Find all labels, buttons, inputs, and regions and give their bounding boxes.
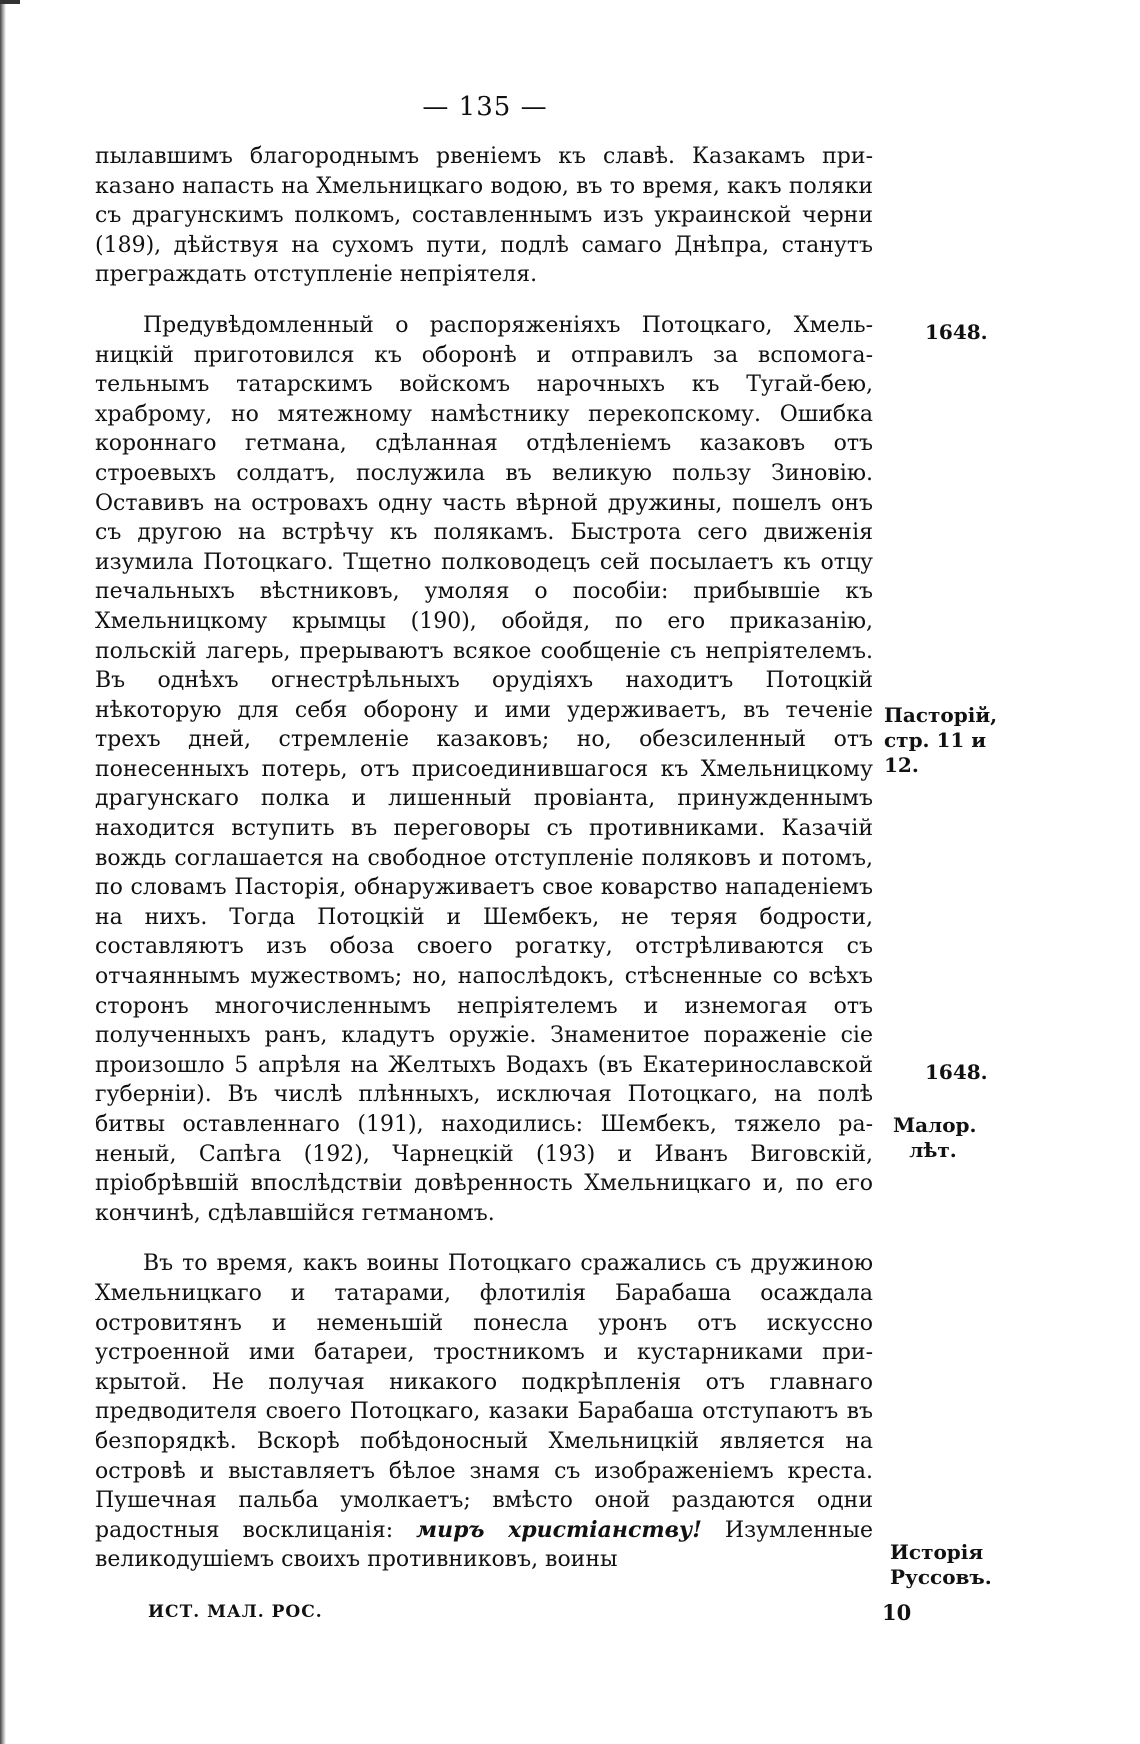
paragraph-3-tail: Изумленные великодушiемъ своихъ противниковъ, воины bbox=[95, 1517, 873, 1573]
margin-note-malor-let: Малор. лѣт. bbox=[893, 1113, 977, 1162]
scan-corner bbox=[0, 0, 20, 4]
margin-note-pastorius: Пасторiй, стр. 11 и 12. bbox=[884, 703, 998, 777]
main-text bbox=[95, 142, 873, 1575]
paragraph-3-emphasis: миръ христiанству! bbox=[416, 1516, 702, 1543]
paragraph-1-text: пылавшимъ благороднымъ рвенiемъ къ славѣ. Казакамъ приказано напасть на Хмельницкаго водою, въ то время, какъ поляки съ драгунскимъ полкомъ, составленнымъ изъ украинской черни (189), дѣйствуя на сухомъ пути, подлѣ самаго Днѣпра, станутъ преграждать отступленiе непрiятеля. bbox=[95, 144, 873, 288]
scan-edge bbox=[0, 0, 6, 1744]
margin-note-istoria-russov: Исторiя Руссовъ. bbox=[890, 1540, 992, 1589]
margin-note-year-1648-second: 1648. bbox=[925, 1060, 988, 1084]
footer-sheet-number: 10 bbox=[882, 1600, 912, 1625]
footer-signature: ИСТ. МАЛ. РОС. bbox=[148, 1602, 323, 1622]
paragraph-2-text: Предувѣдомленный о распоряженiяхъ Потоцкаго, Хмельницкiй приготовился къ оборонѣ и отправилъ за вспомогательнымъ татарскимъ войскомъ нарочныхъ къ Тугай-бею, храброму, но мятежному намѣстнику перекопскому. Ошибка короннаго гетмана, сдѣланная отдѣленiемъ казаковъ отъ строевыхъ солдатъ, послужила въ великую пользу Зиновiю. Оставивъ на островахъ одну часть вѣрной дружины, пошелъ онъ съ другою на встрѣчу къ полякамъ. Быстрота сего движенiя изумила Потоцкаго. Тщетно полководецъ сей посылаетъ къ отцу печальныхъ вѣстниковъ, умоляя о пособiи: прибывшiе къ Хмельницкому крымцы (190), обойдя, по его приказанiю, польскiй лагерь, прерываютъ всякое сообщенiе съ непрiятелемъ. Въ однѣхъ огнестрѣльныхъ орудiяхъ находитъ Потоцкiй нѣкоторую для себя оборону и ими удерживаетъ, въ теченiе трехъ дней, стремленiе казаковъ; но, обезсиленный отъ понесенныхъ потерь, отъ присоединившагося къ Хмельницкому драгунскаго полка и лишенный провiанта, принужденнымъ находится вступить въ переговоры съ противниками. Казачiй вождь соглашается на свободное отступленiе поляковъ и потомъ, по словамъ Пасторiя, обнаруживаетъ свое коварство нападенiемъ на нихъ. Тогда Потоцкiй и Шембекъ, не теряя бодрости, составляютъ изъ обоза своего рогатку, отстрѣливаются съ отчаяннымъ мужествомъ; но, напослѣдокъ, стѣсненные со всѣхъ сторонъ многочисленнымъ непрiятелемъ и изнемогая отъ полученныхъ ранъ, кладутъ оружiе. Знаменитое пораженiе сiе произошло 5 апрѣля на Желтыхъ Водахъ (въ Екатеринославской губернiи). Въ числѣ плѣнныхъ, исключая Потоцкаго, на полѣ битвы оставленнаго (191), находились: Шембекъ, тяжело раненый, Сапѣга (192), Чарнецкiй (193) и Иванъ Виговскiй, прiобрѣвшiй впослѣдствiи довѣренность Хмельницкаго и, по его кончинѣ, сдѣлавшiйся гетманомъ. bbox=[95, 312, 873, 1226]
paragraph-3 bbox=[95, 1249, 873, 1575]
paragraph-2 bbox=[95, 311, 873, 1228]
margin-note-year-1648-first: 1648. bbox=[925, 320, 988, 344]
paragraph-3-text: Въ то время, какъ воины Потоцкаго сражались съ дружиною Хмельницкаго и татарами, флотилiя Барабаша осаждала островитянъ и неменьшiй понесла уронъ отъ искусcно устроенной ими батареи, тростникомъ и кустарниками прикрытой. Не получая никакого подкрѣпленiя отъ главнаго предводителя своего Потоцкаго, казаки Барабаша отступаютъ въ безпорядкѣ. Вскорѣ побѣдоносный Хмельницкiй является на островѣ и выставляетъ бѣлое знамя съ изображенiемъ креста. Пушечная пальба умолкаетъ; вмѣсто оной раздаются одни радостныя восклицанiя: bbox=[95, 1251, 873, 1543]
page-number: — 135 — bbox=[422, 92, 548, 122]
paragraph-1 bbox=[95, 142, 873, 290]
